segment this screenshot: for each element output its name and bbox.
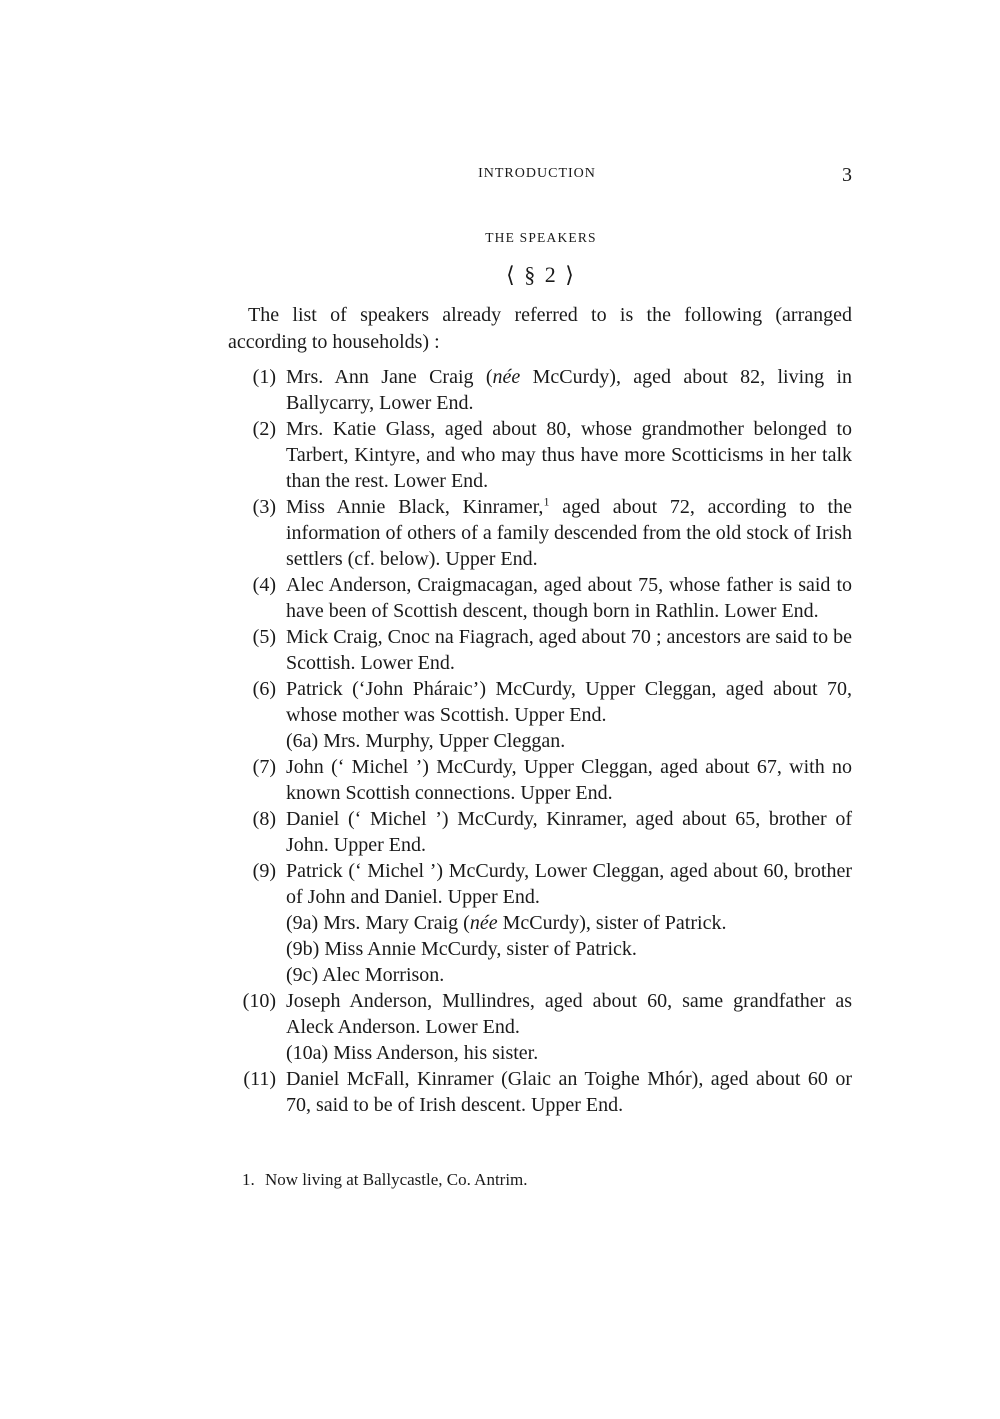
footnote <box>242 1168 842 1192</box>
footnote-marker: 1 <box>543 494 550 509</box>
entry-text: McCurdy), aged about 82, living in Ballycarry, Lower End. <box>286 366 853 414</box>
entry-text: Miss Annie Black, Kinramer, <box>286 496 544 518</box>
speaker-entry <box>228 988 852 1066</box>
speaker-entry <box>228 364 852 416</box>
speaker-entry <box>228 416 852 494</box>
speaker-entry <box>228 494 852 572</box>
sub-entry <box>286 910 852 936</box>
entry-text: Alec Anderson, Craigmacagan, aged about 75, whose father is said to have been of Scottish descent, though born in Rathlin. Lower End. <box>286 574 852 622</box>
sub-entry-text: McCurdy), sister of Patrick. <box>497 912 727 934</box>
entry-text: John (‘ Michel ’) McCurdy, Upper Cleggan, aged about 67, with no known Scottish connections. Upper End. <box>286 756 852 804</box>
entry-text: Joseph Anderson, Mullindres, aged about 60, same grandfather as Aleck Anderson. Lower End. <box>286 990 852 1038</box>
sub-entry-italic: née <box>469 912 498 934</box>
entry-text: Mick Craig, Cnoc na Fiagrach, aged about 70 ; ancestors are said to be Scottish. Lower End. <box>286 626 852 674</box>
intro-paragraph: The list of speakers already referred to is the following (arranged according to households) : <box>228 304 852 353</box>
entry-number: (1) <box>252 366 276 388</box>
speaker-entry <box>228 676 852 754</box>
sub-entry: (9b) Miss Annie McCurdy, sister of Patrick. <box>286 938 637 960</box>
entry-number: (11) <box>243 1068 276 1090</box>
footnote-number: 1. <box>242 1170 255 1189</box>
page-number: 3 <box>842 164 852 186</box>
entry-text: Patrick (‘ Michel ’) McCurdy, Lower Cleggan, aged about 60, brother of John and Daniel. Upper End. <box>286 860 852 908</box>
entry-italic: née <box>492 366 521 388</box>
entry-number: (9) <box>252 860 276 882</box>
entry-text: Daniel (‘ Michel ’) McCurdy, Kinramer, aged about 65, brother of John. Upper End. <box>286 808 852 856</box>
footnote-text: Now living at Ballycastle, Co. Antrim. <box>265 1170 528 1189</box>
entry-number: (3) <box>252 496 276 518</box>
entry-text: aged about 72, according to the information of others of a family descended from the old stock of Irish settlers (cf. below). Upper End. <box>286 496 852 570</box>
entry-number: (10) <box>242 990 276 1012</box>
speaker-list <box>228 364 852 1118</box>
sub-entry: (10a) Miss Anderson, his sister. <box>286 1042 539 1064</box>
entry-number: (5) <box>252 626 276 648</box>
speaker-entry <box>228 1066 852 1118</box>
entry-number: (8) <box>252 808 276 830</box>
entry-number: (2) <box>252 418 276 440</box>
entry-text: Mrs. Ann Jane Craig ( <box>286 366 493 388</box>
speaker-entry <box>228 858 852 988</box>
entry-text: Daniel McFall, Kinramer (Glaic an Toighe Mhór), aged about 60 or 70, said to be of Irish descent. Upper End. <box>286 1068 852 1116</box>
section-title: THE SPEAKERS <box>485 230 597 245</box>
running-head <box>230 164 852 188</box>
entry-text: Patrick (‘John Pháraic’) McCurdy, Upper Cleggan, aged about 70, whose mother was Scottish. Upper End. <box>286 678 852 726</box>
section-number: ⟨ § 2 ⟩ <box>506 262 576 287</box>
sub-entry: (6a) Mrs. Murphy, Upper Cleggan. <box>286 730 566 752</box>
running-title: INTRODUCTION <box>478 166 596 181</box>
speaker-entry <box>228 624 852 676</box>
speaker-entry <box>228 806 852 858</box>
speaker-entry <box>228 572 852 624</box>
sub-entry-text: (9a) Mrs. Mary Craig ( <box>286 912 470 934</box>
speaker-entry <box>228 754 852 806</box>
entry-number: (6) <box>252 678 276 700</box>
sub-entry: (9c) Alec Morrison. <box>286 964 445 986</box>
entry-number: (4) <box>252 574 276 596</box>
entry-text: Mrs. Katie Glass, aged about 80, whose grandmother belonged to Tarbert, Kintyre, and who may thus have more Scotticisms in her talk than the rest. Lower End. <box>286 418 852 492</box>
entry-number: (7) <box>252 756 276 778</box>
